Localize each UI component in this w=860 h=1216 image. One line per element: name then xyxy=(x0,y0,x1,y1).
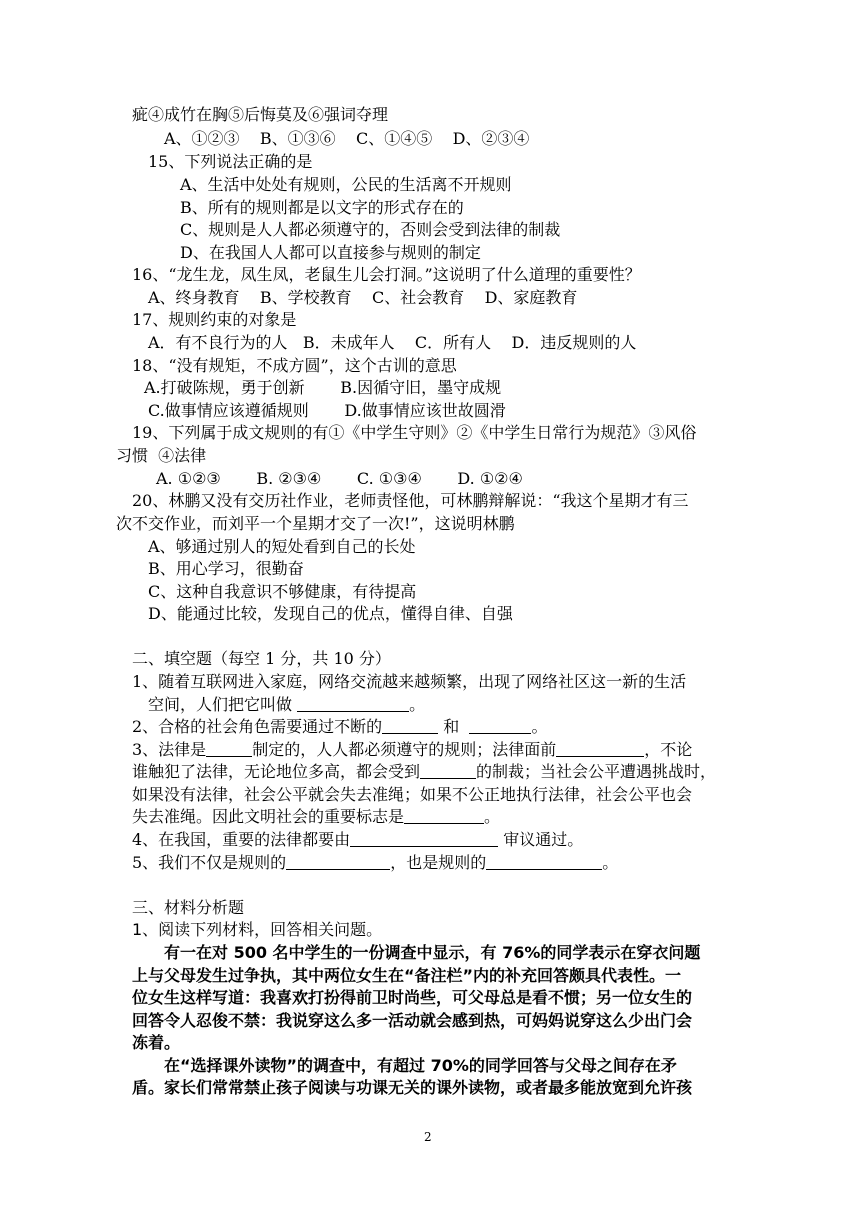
q19-continuation: 习惯 ④法律 xyxy=(116,446,207,465)
q18-options-ab: A.打破陈规，勇于创新 B.因循守旧，墨守成规 xyxy=(144,378,502,397)
q20-option-a: A、够通过别人的短处看到自己的长处 xyxy=(148,537,416,556)
fill-3-mid2: ，不论 xyxy=(644,740,693,759)
fill-3-end: 。 xyxy=(484,807,501,826)
blank-line xyxy=(350,830,498,847)
fill-2 xyxy=(132,716,547,738)
material-p1-line-3: 位女生这样写道：我喜欢打扮得前卫时尚些，可父母总是看不惯；另一位女生的 xyxy=(132,988,693,1007)
section-3-heading: 三、材料分析题 xyxy=(132,898,245,917)
blank-line xyxy=(469,717,531,734)
blank-line xyxy=(286,853,390,870)
q19-stem: 19、下列属于成文规则的有①《中学生守则》②《中学生日常行为规范》③风俗 xyxy=(132,423,697,442)
q15-option-c: C、规则是人人都必须遵守的，否则会受到法律的制裁 xyxy=(180,220,561,239)
fill-1: 1、随着互联网进入家庭，网络交流越来越频繁，出现了网络社区这一新的生活 xyxy=(132,672,687,691)
q17-options: A．有不良行为的人 B．未成年人 C．所有人 D．违反规则的人 xyxy=(148,333,637,352)
material-1-heading: 1、阅读下列材料，回答相关问题。 xyxy=(132,920,383,939)
material-p2-line-1: 在“选择课外读物”的调查中，有超过 70%的同学回答与父母之间存在矛 xyxy=(164,1056,677,1075)
q15-option-b: B、所有的规则都是以文字的形式存在的 xyxy=(180,198,464,217)
q20-option-b: B、用心学习，很勤奋 xyxy=(148,559,304,578)
q20-option-d: D、能通过比较，发现自己的优点，懂得自律、自强 xyxy=(148,604,513,623)
q20-stem: 20、林鹏又没有交历社作业，老师责怪他，可林鹏辩解说：“我这个星期才有三 xyxy=(132,491,689,510)
fill-3-line-3: 如果没有法律，社会公平就会失去准绳；如果不公正地执行法律，社会公平也会 xyxy=(132,785,693,804)
blank-line xyxy=(420,762,476,779)
material-p2-line-2: 盾。家长们常常禁止孩子阅读与功课无关的课外读物，或者最多能放宽到允许孩 xyxy=(132,1078,693,1097)
fill-5-end: 。 xyxy=(602,853,619,872)
fill-2-mid: 和 xyxy=(443,717,460,736)
material-p1-line-1: 有一在对 500 名中学生的一份调查中显示，有 76%的同学表示在穿衣问题 xyxy=(164,943,701,962)
material-p1-line-5: 冻着。 xyxy=(132,1033,181,1052)
blank-line xyxy=(404,807,484,824)
blank-line xyxy=(486,853,602,870)
fill-3-line2-text: 谁触犯了法律，无论地位多高，都会受到 xyxy=(132,762,421,781)
q15-stem: 15、下列说法正确的是 xyxy=(148,152,313,171)
q18-stem: 18、“没有规矩，不成方圆”，这个古训的意思 xyxy=(132,356,457,375)
q20-option-c: C、这种自我意识不够健康，有待提高 xyxy=(148,582,417,601)
q14-options: A、①②③ B、①③⑥ C、①④⑤ D、②③④ xyxy=(164,129,530,148)
fill-1-cont-text: 空间，人们把它叫做 xyxy=(148,695,293,714)
q15-option-a: A、生活中处处有规则，公民的生活离不开规则 xyxy=(180,175,512,194)
fill-1-continuation xyxy=(148,694,425,716)
fill-5-mid: ，也是规则的 xyxy=(390,853,487,872)
section-2-heading: 二、填空题（每空 1 分，共 10 分） xyxy=(132,649,391,668)
q16-stem: 16、“龙生龙，凤生凤，老鼠生儿会打洞。”这说明了什么道理的重要性？ xyxy=(132,265,641,284)
fill-3-line-1 xyxy=(132,739,692,761)
fill-5 xyxy=(132,852,618,874)
fill-4-text: 4、在我国，重要的法律都要由 xyxy=(132,830,351,849)
fill-2-end: 。 xyxy=(531,717,548,736)
blank-line xyxy=(382,717,438,734)
fill-5-text: 5、我们不仅是规则的 xyxy=(132,853,287,872)
fill-2-text: 2、合格的社会角色需要通过不断的 xyxy=(132,717,383,736)
q20-continuation: 次不交作业，而刘平一个星期才交了一次!”，这说明林鹏 xyxy=(116,514,515,533)
blank-line xyxy=(556,740,644,757)
material-p1-line-2: 上与父母发生过争执，其中两位女生在“备注栏”内的补充回答颇具代表性。一 xyxy=(132,966,682,985)
fill-3-line-4 xyxy=(132,806,500,828)
fill-4-end: 审议通过。 xyxy=(503,830,584,849)
fill-3-line-2 xyxy=(132,761,716,783)
blank-line xyxy=(297,695,409,712)
page-number: 2 xyxy=(424,1130,432,1144)
fill-3-pre: 3、法律是 xyxy=(132,740,207,759)
fill-3-line2-end: 的制裁；当社会公平遭遇挑战时， xyxy=(476,762,717,781)
fill-3-mid1: 制定的，人人都必须遵守的规则；法律面前 xyxy=(252,740,557,759)
q18-options-cd: C.做事情应该遵循规则 D.做事情应该世故圆滑 xyxy=(148,401,506,420)
fill-4 xyxy=(132,829,583,851)
fill-1-end: 。 xyxy=(409,695,426,714)
fill-3-line4-text: 失去准绳。因此文明社会的重要标志是 xyxy=(132,807,405,826)
q16-options: A、终身教育 B、学校教育 C、社会教育 D、家庭教育 xyxy=(148,288,578,307)
blank-line xyxy=(206,740,252,757)
q14-continuation: 疵④成竹在胸⑤后悔莫及⑥强词夺理 xyxy=(132,105,389,124)
q17-stem: 17、规则约束的对象是 xyxy=(132,310,297,329)
q19-options: A. ①②③ B. ②③④ C. ①③④ D. ①②④ xyxy=(156,469,523,488)
q15-option-d: D、在我国人人都可以直接参与规则的制定 xyxy=(180,243,481,262)
material-p1-line-4: 回答令人忍俊不禁：我说穿这么多一活动就会感到热，可妈妈说穿这么少出门会 xyxy=(132,1011,693,1030)
